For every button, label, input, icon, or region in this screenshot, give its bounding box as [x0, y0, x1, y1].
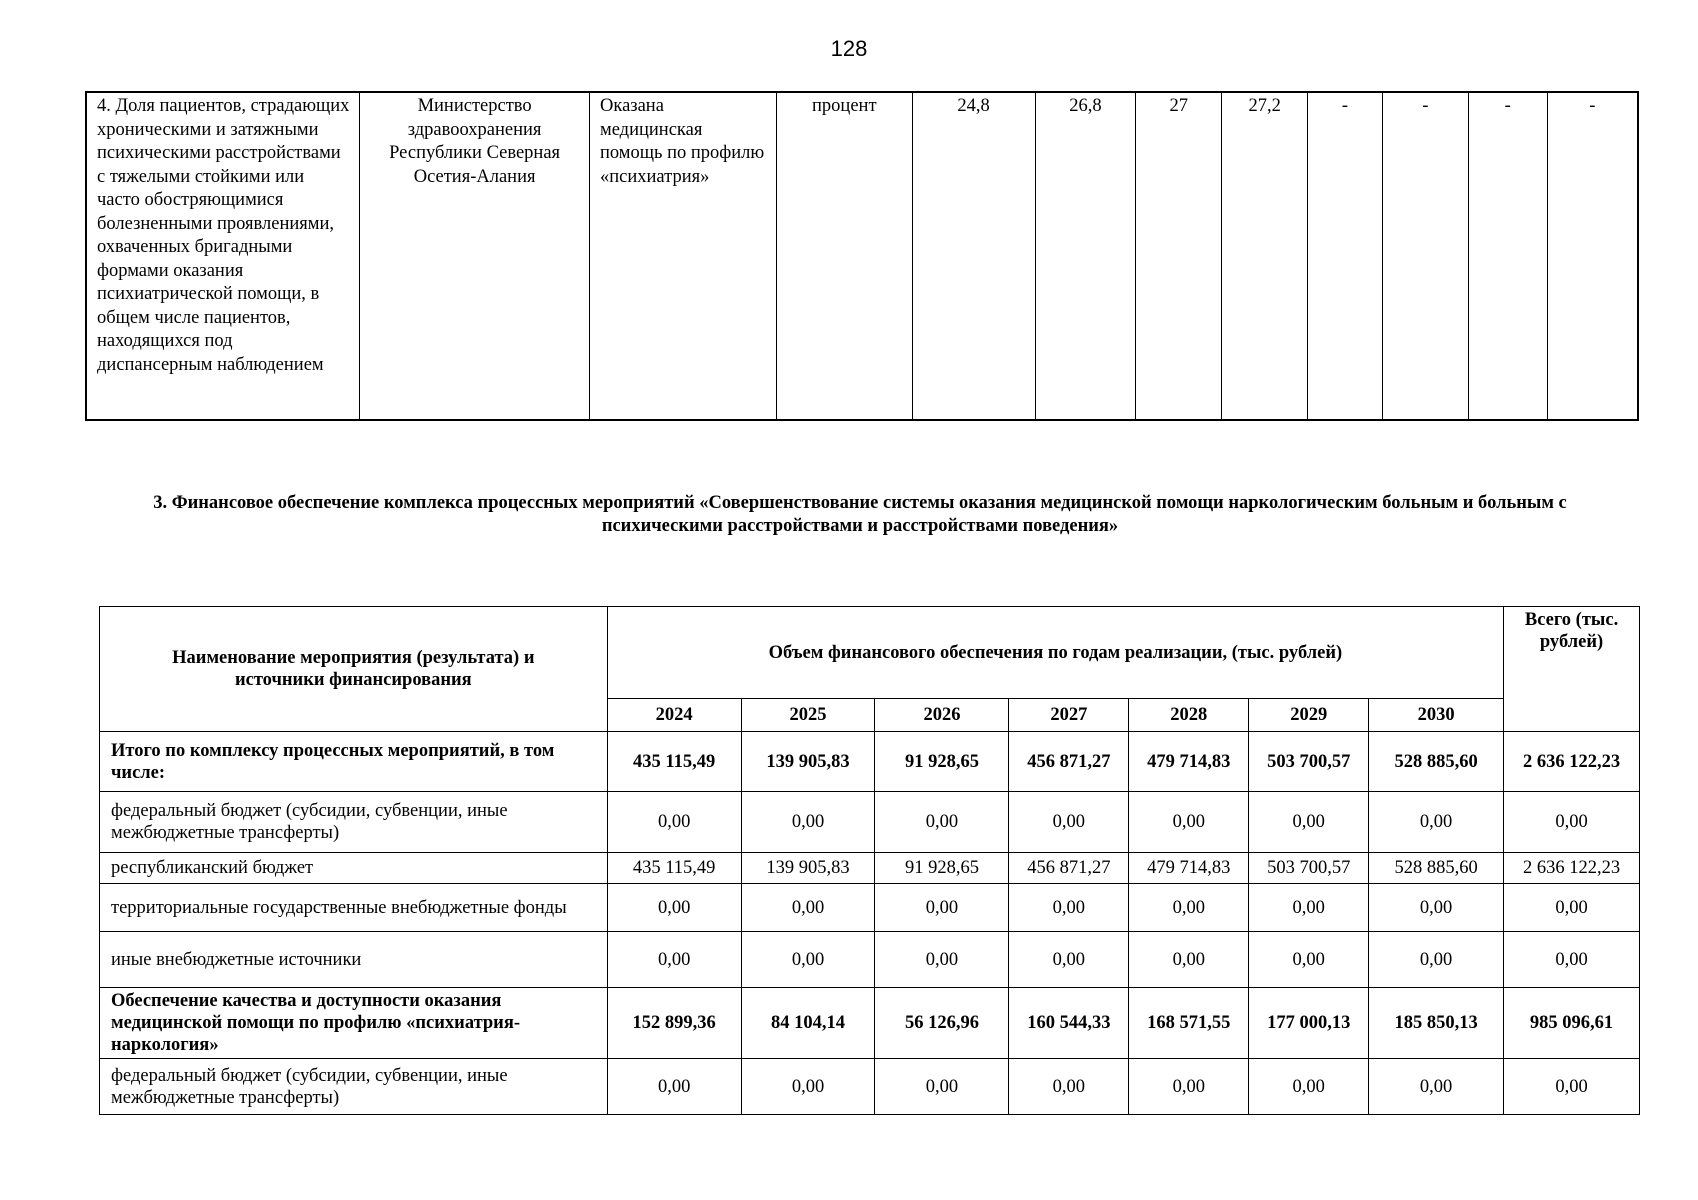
row-value: 91 928,65 — [875, 853, 1009, 884]
year-header: 2025 — [741, 699, 875, 732]
table-row — [100, 732, 1640, 792]
row-value: 0,00 — [1249, 792, 1369, 853]
row-value: 160 544,33 — [1009, 988, 1129, 1059]
section-title: 3. Финансовое обеспечение комплекса процессных мероприятий «Совершенствование системы оказания медицинской помощи наркологическим больным и больным с психическими расстройствами и расстройствами поведения» — [153, 493, 1567, 536]
row-value: 139 905,83 — [741, 853, 875, 884]
row-value: 0,00 — [607, 884, 741, 932]
table-row — [100, 792, 1640, 853]
row-value: 503 700,57 — [1249, 732, 1369, 792]
indicator-table — [85, 91, 1639, 421]
row-value: 435 115,49 — [607, 853, 741, 884]
indicator-name: 4. Доля пациентов, страдающих хроническими и затяжными психическими расстройствами с тяжелыми стойкими или часто обостряющимися болезненными проявлениями, охваченных бригадными формами оказания психиатрической помощи, в общем числе пациентов, находящихся под диспансерным наблюдением — [86, 92, 360, 420]
row-value: 528 885,60 — [1369, 732, 1504, 792]
indicator-value: - — [1382, 92, 1468, 420]
table-row — [100, 884, 1640, 932]
row-value: 0,00 — [741, 932, 875, 988]
year-header: 2029 — [1249, 699, 1369, 732]
indicator-value: - — [1308, 92, 1383, 420]
year-header: 2030 — [1369, 699, 1504, 732]
row-total: 985 096,61 — [1504, 988, 1640, 1059]
table-row — [100, 932, 1640, 988]
header-total: Всего (тыс. рублей) — [1504, 607, 1640, 732]
row-value: 0,00 — [741, 884, 875, 932]
row-value: 0,00 — [1009, 1059, 1129, 1115]
row-value: 0,00 — [875, 1059, 1009, 1115]
row-value: 435 115,49 — [607, 732, 741, 792]
row-value: 84 104,14 — [741, 988, 875, 1059]
header-volume: Объем финансового обеспечения по годам реализации, (тыс. рублей) — [607, 607, 1503, 699]
row-value: 0,00 — [1009, 884, 1129, 932]
indicator-unit: процент — [776, 92, 912, 420]
row-label: Обеспечение качества и доступности оказания медицинской помощи по профилю «психиатрия-наркология» — [100, 988, 608, 1059]
row-value: 152 899,36 — [607, 988, 741, 1059]
indicator-responsible: Министерство здравоохранения Республики Северная Осетия-Алания — [360, 92, 590, 420]
row-value: 0,00 — [1009, 792, 1129, 853]
finance-table — [99, 606, 1640, 1115]
row-value: 0,00 — [1369, 1059, 1504, 1115]
row-value: 456 871,27 — [1009, 853, 1129, 884]
finance-header-row — [100, 607, 1640, 699]
row-value: 503 700,57 — [1249, 853, 1369, 884]
row-value: 0,00 — [1129, 932, 1249, 988]
indicator-value: - — [1547, 92, 1638, 420]
row-total: 0,00 — [1504, 1059, 1640, 1115]
indicator-value: 26,8 — [1035, 92, 1136, 420]
year-header: 2027 — [1009, 699, 1129, 732]
row-label: территориальные государственные внебюджетные фонды — [100, 884, 608, 932]
row-value: 0,00 — [607, 792, 741, 853]
row-value: 479 714,83 — [1129, 853, 1249, 884]
indicator-row — [86, 92, 1638, 420]
row-value: 479 714,83 — [1129, 732, 1249, 792]
row-value: 0,00 — [1129, 884, 1249, 932]
indicator-value: 24,8 — [912, 92, 1035, 420]
row-total: 0,00 — [1504, 884, 1640, 932]
row-value: 456 871,27 — [1009, 732, 1129, 792]
row-value: 0,00 — [1249, 1059, 1369, 1115]
row-value: 0,00 — [1249, 884, 1369, 932]
table-row — [100, 1059, 1640, 1115]
table-row — [100, 853, 1640, 884]
row-value: 185 850,13 — [1369, 988, 1504, 1059]
row-value: 91 928,65 — [875, 732, 1009, 792]
row-total: 0,00 — [1504, 932, 1640, 988]
row-value: 0,00 — [1369, 884, 1504, 932]
indicator-result: Оказана медицинская помощь по профилю «психиатрия» — [590, 92, 777, 420]
row-value: 168 571,55 — [1129, 988, 1249, 1059]
row-total: 2 636 122,23 — [1504, 853, 1640, 884]
indicator-value: - — [1468, 92, 1547, 420]
row-value: 0,00 — [1369, 932, 1504, 988]
row-value: 56 126,96 — [875, 988, 1009, 1059]
row-value: 0,00 — [1249, 932, 1369, 988]
year-header: 2026 — [875, 699, 1009, 732]
row-label: федеральный бюджет (субсидии, субвенции, иные межбюджетные трансферты) — [100, 792, 608, 853]
row-value: 177 000,13 — [1249, 988, 1369, 1059]
row-label: Итого по комплексу процессных мероприятий, в том числе: — [100, 732, 608, 792]
table-row — [100, 988, 1640, 1059]
row-label: республиканский бюджет — [100, 853, 608, 884]
row-total: 0,00 — [1504, 792, 1640, 853]
indicator-value: 27 — [1136, 92, 1222, 420]
row-value: 0,00 — [607, 932, 741, 988]
row-value: 0,00 — [607, 1059, 741, 1115]
year-header: 2028 — [1129, 699, 1249, 732]
row-value: 0,00 — [741, 1059, 875, 1115]
row-label: федеральный бюджет (субсидии, субвенции, иные межбюджетные трансферты) — [100, 1059, 608, 1115]
row-value: 0,00 — [875, 792, 1009, 853]
row-value: 139 905,83 — [741, 732, 875, 792]
row-value: 0,00 — [1129, 1059, 1249, 1115]
row-value: 0,00 — [1009, 932, 1129, 988]
row-value: 0,00 — [1129, 792, 1249, 853]
indicator-value: 27,2 — [1222, 92, 1308, 420]
row-label: иные внебюджетные источники — [100, 932, 608, 988]
row-value: 0,00 — [875, 884, 1009, 932]
row-total: 2 636 122,23 — [1504, 732, 1640, 792]
row-value: 0,00 — [1369, 792, 1504, 853]
year-header: 2024 — [607, 699, 741, 732]
row-value: 528 885,60 — [1369, 853, 1504, 884]
row-value: 0,00 — [875, 932, 1009, 988]
row-value: 0,00 — [741, 792, 875, 853]
page-number: 128 — [830, 36, 868, 61]
header-name: Наименование мероприятия (результата) и источники финансирования — [100, 607, 608, 732]
